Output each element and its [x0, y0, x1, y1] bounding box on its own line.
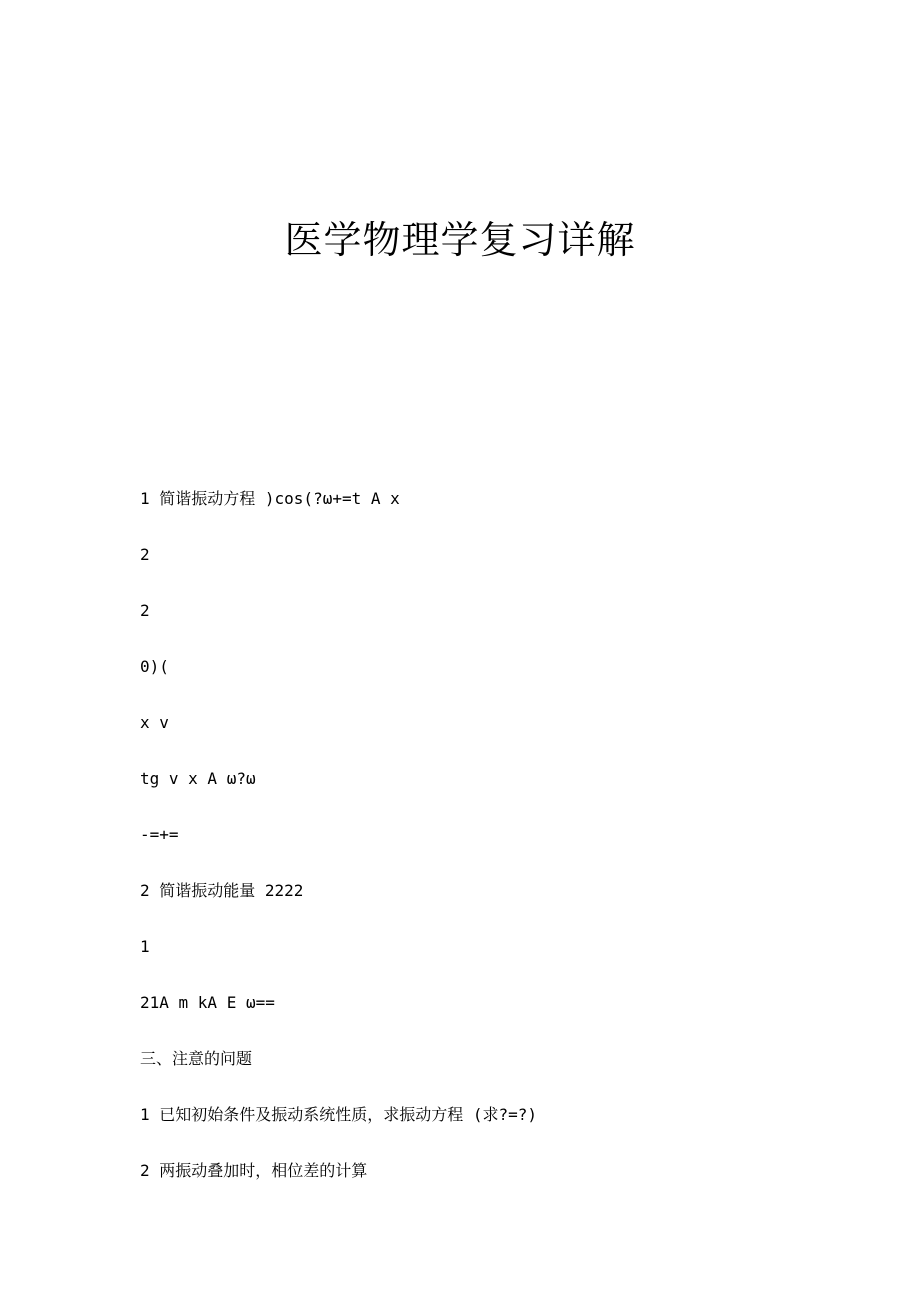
body-line: 1: [140, 937, 150, 956]
body-line: 2: [140, 601, 150, 620]
body-line: 2 简谐振动能量 2222: [140, 881, 304, 900]
body-line: 2: [140, 545, 150, 564]
section-heading: 三、注意的问题: [140, 1049, 253, 1068]
body-line: 1 已知初始条件及振动系统性质，求振动方程 (求?=?): [140, 1105, 538, 1124]
body-line: tg v x A ω?ω: [140, 769, 256, 788]
body-line: 2 两振动叠加时，相位差的计算: [140, 1161, 368, 1180]
body-line: 0)(: [140, 657, 169, 676]
document-title: 医学物理学复习详解: [284, 218, 636, 262]
body-line: x v: [140, 713, 169, 732]
body-line: 1 简谐振动方程 )cos(?ω+=t A x: [140, 489, 400, 508]
body-line: -=+=: [140, 825, 179, 844]
body-line: 21A m kA E ω==: [140, 993, 275, 1012]
document-body: [140, 486, 537, 1214]
